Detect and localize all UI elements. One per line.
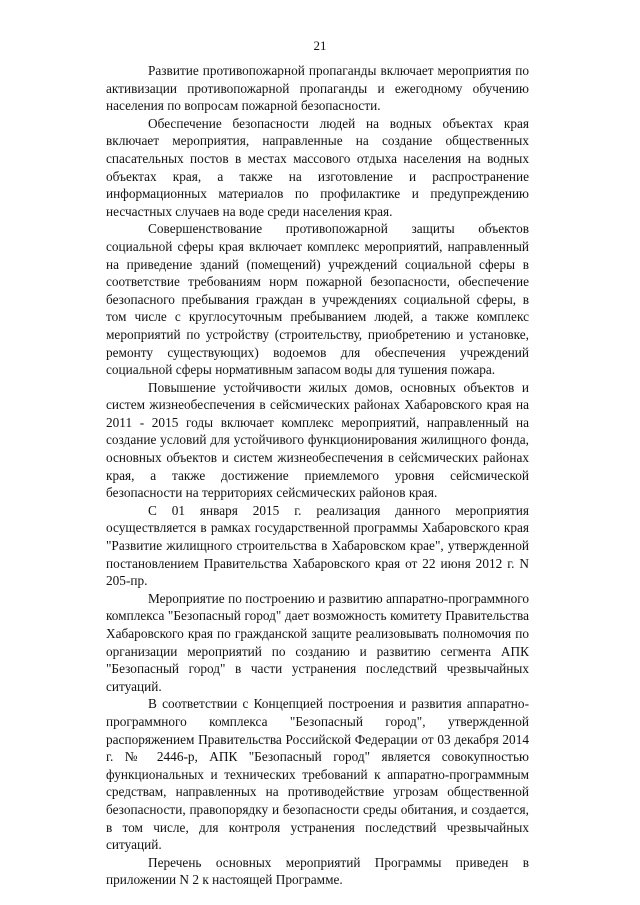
paragraph-water-safety: Обеспечение безопасности людей на водных объектах края включает мероприятия, направленные на создание общественных спасательных постов в местах массового отдыха населения на водных объектах края, а также на изготовление и распространение информационных материалов по профилактике и предупреждению несчастных случаев на воде среди населения края. xyxy=(106,115,529,219)
paragraph-housing-program: С 01 января 2015 г. реализация данного мероприятия осуществляется в рамках государственной программы Хабаровского края "Развитие жилищного строительства в Хабаровском крае", утвержденной постановлением Правительства Хабаровского края от 22 июня 2012 г. N 205-пр. xyxy=(106,502,529,589)
paragraph-fire-propaganda: Развитие противопожарной пропаганды включает мероприятия по активизации противопожарной пропаганды и ежегодному обучению населения по вопросам пожарной безопасности. xyxy=(106,63,529,114)
page-body xyxy=(106,62,529,889)
paragraph-safe-city-development: Мероприятие по построению и развитию аппаратно-программного комплекса "Безопасный город" дает возможность комитету Правительства Хабаровского края по гражданской защите реализовывать полномочия по организации мероприятий по созданию и развитию сегмента АПК "Безопасный город" в части устранения последствий чрезвычайных ситуаций. xyxy=(106,590,529,694)
paragraph-safe-city-concept: В соответствии с Концепцией построения и развития аппаратно-программного комплекса "Безопасный город", утвержденной распоряжением Правительства Российской Федерации от 03 декабря 2014 г. № 2446-р, АПК "Безопасный город" является совокупностью функциональных и технических требований к аппаратно-программным средствам, направленных на противодействие угрозам общественной безопасности, правопорядку и безопасности среды обитания, и создается, в том числе, для контроля устранения последствий чрезвычайных ситуаций. xyxy=(106,696,529,853)
page-number: 21 xyxy=(313,38,327,53)
paragraph-seismic-resilience: Повышение устойчивости жилых домов, основных объектов и систем жизнеобеспечения в сейсмических районах Хабаровского края на 2011 - 2015 годы включает комплекс мероприятий, направленный на создание условий для устойчивого функционирования жилищного фонда, основных объектов и систем жизнеобеспечения в сейсмических районах края, а также достижение приемлемого уровня сейсмической безопасности на территориях сейсмических районов края. xyxy=(106,379,529,501)
paragraph-annex-reference: Перечень основных мероприятий Программы приведен в приложении N 2 к настоящей Программе. xyxy=(106,854,529,888)
paragraph-social-facilities-fire-protection: Совершенствование противопожарной защиты объектов социальной сферы края включает комплекс мероприятий, направленный на приведение зданий (помещений) учреждений социальной сферы в соответствие требованиям норм пожарной безопасности, обеспечение безопасного пребывания граждан в учреждениях социальной сферы, в том числе с круглосуточным пребыванием людей, а также комплекс мероприятий по устройству (строительству, приобретению и установке, ремонту существующих) водоемов для обеспечения учреждений социальной сферы нормативным запасом воды для тушения пожара. xyxy=(106,221,529,378)
